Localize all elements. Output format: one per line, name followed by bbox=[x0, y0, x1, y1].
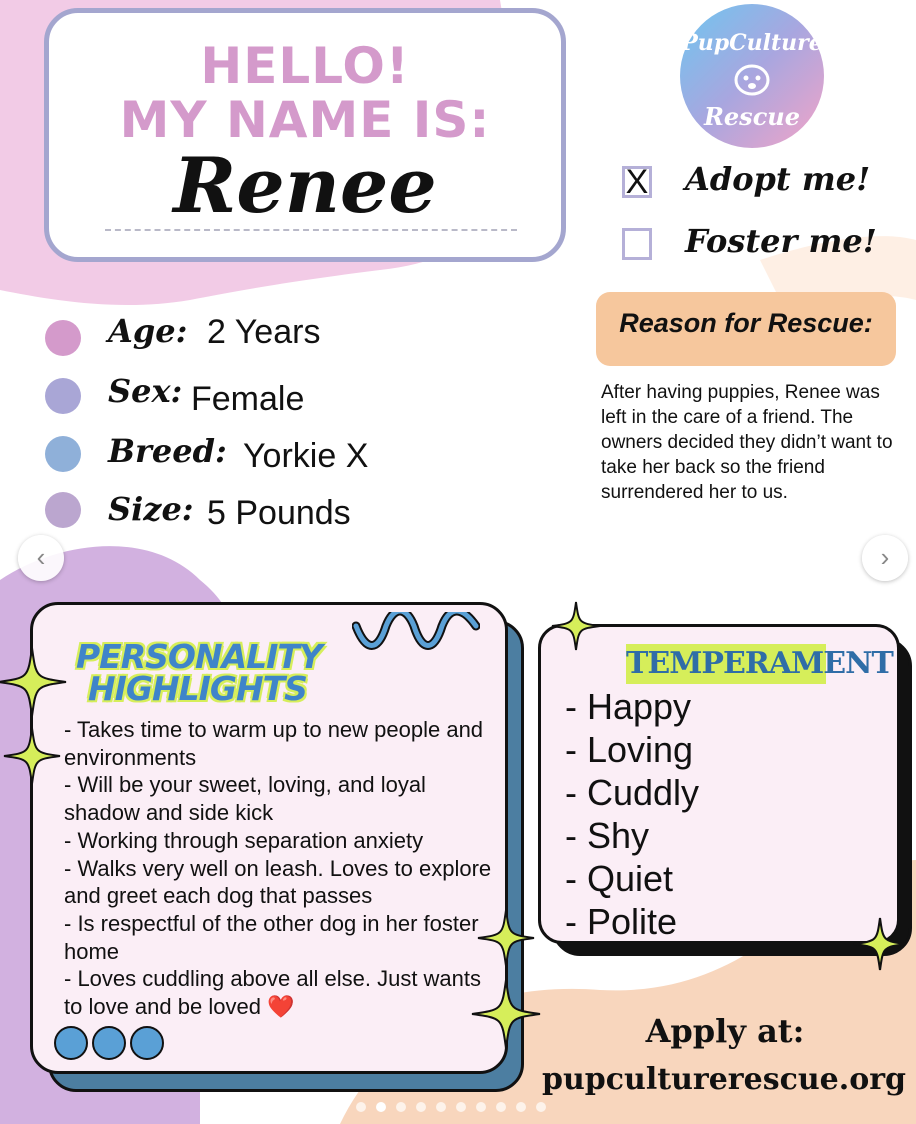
adopt-checkbox[interactable]: X bbox=[622, 166, 652, 198]
apply-heading: Apply at: bbox=[645, 1012, 805, 1050]
sex-label: Sex: bbox=[108, 372, 183, 410]
age-label: Age: bbox=[108, 312, 188, 350]
pager-dot[interactable] bbox=[516, 1102, 526, 1112]
sparkle-icon bbox=[478, 910, 534, 966]
list-item: - Loves cuddling above all else. Just wants to love and be loved ❤️ bbox=[64, 966, 482, 1020]
pager-dot[interactable] bbox=[536, 1102, 546, 1112]
pager-dot[interactable] bbox=[456, 1102, 466, 1112]
sparkle-icon bbox=[552, 602, 600, 650]
temperament-title: TEMPERAMENT bbox=[626, 644, 826, 684]
sex-value: Female bbox=[191, 380, 305, 418]
pager-dot[interactable] bbox=[396, 1102, 406, 1112]
sparkle-icon bbox=[4, 728, 60, 784]
pager-dot[interactable] bbox=[476, 1102, 486, 1112]
pager-dot[interactable] bbox=[416, 1102, 426, 1112]
apply-url[interactable]: pupculturerescue.org bbox=[542, 1062, 906, 1097]
logo-bottom-text: Rescue bbox=[703, 102, 801, 131]
breed-value: Yorkie X bbox=[243, 437, 369, 475]
list-item: - Is respectful of the other dog in her foster home bbox=[64, 910, 479, 964]
next-slide-button[interactable]: › bbox=[862, 535, 908, 581]
pager-dot[interactable] bbox=[356, 1102, 366, 1112]
adopt-label: Adopt me! bbox=[685, 160, 871, 198]
list-item: - Takes time to warm up to new people and environments bbox=[64, 717, 484, 770]
temperament-item: - Shy bbox=[565, 815, 650, 856]
sparkle-icon bbox=[0, 648, 66, 716]
foster-label: Foster me! bbox=[685, 222, 877, 260]
list-item: - Will be your sweet, loving, and loyal shadow and side kick bbox=[64, 772, 426, 826]
logo-top-text: PupCulture bbox=[681, 30, 823, 56]
previous-slide-button[interactable]: ‹ bbox=[18, 535, 64, 581]
reason-body: After having puppies, Renee was left in the care of a friend. The owners decided they didn’t want to take her back so the friend surrendered her to us. bbox=[601, 382, 893, 503]
pager-dot[interactable] bbox=[436, 1102, 446, 1112]
reason-title: Reason for Rescue: bbox=[619, 308, 873, 338]
temperament-item: - Cuddly bbox=[565, 772, 700, 813]
personality-title: PERSONALITY bbox=[76, 637, 322, 676]
temperament-item: - Quiet bbox=[565, 858, 674, 899]
temperament-item: - Loving bbox=[565, 729, 694, 770]
pager-dot[interactable] bbox=[496, 1102, 506, 1112]
sparkle-icon bbox=[472, 980, 540, 1048]
size-value: 5 Pounds bbox=[207, 494, 351, 532]
list-item: - Working through separation anxiety bbox=[64, 827, 424, 853]
highlights-title: HIGHLIGHTS bbox=[88, 669, 307, 708]
sparkle-icon bbox=[854, 918, 906, 970]
hello-heading: HELLO! bbox=[200, 37, 410, 95]
breed-label: Breed: bbox=[108, 432, 227, 470]
pager-dot[interactable] bbox=[376, 1102, 386, 1112]
temperament-item: - Happy bbox=[565, 686, 692, 727]
my-name-is-heading: MY NAME IS: bbox=[119, 91, 491, 149]
list-item: - Walks very well on leash. Loves to explore and greet each dog that passes bbox=[64, 855, 492, 909]
size-label: Size: bbox=[108, 490, 194, 528]
age-value: 2 Years bbox=[207, 313, 321, 351]
temperament-item: - Polite bbox=[565, 901, 678, 942]
pet-name: Renee bbox=[173, 141, 437, 230]
